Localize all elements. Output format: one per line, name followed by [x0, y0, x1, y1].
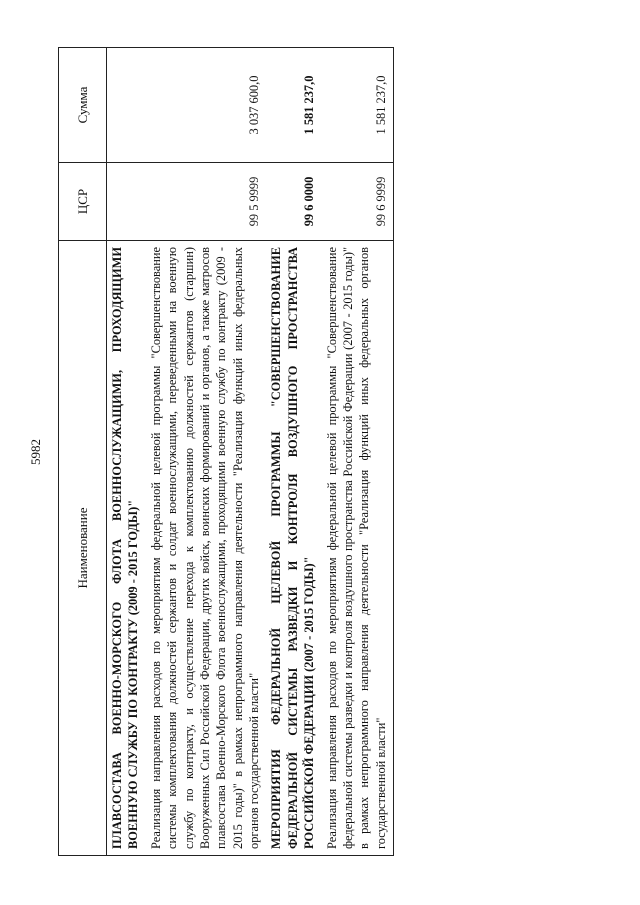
- row-sum: 3 037 600,0: [146, 48, 267, 163]
- header-sum: Сумма: [59, 48, 107, 163]
- row-csr: 99 6 9999: [322, 163, 394, 241]
- row-name: Реализация направления расходов по мероприятиям федеральной целевой программы "Совершенствование федеральной системы разведки и контроля воздушного пространства Российской Федерации (2007 - 2015 годы)" в рамках непрограммного направления деятельности "Реализация функций иных федеральных органов государственной власти": [322, 241, 394, 856]
- row-csr: 99 5 9999: [146, 163, 267, 241]
- row-sum: 1 581 237,0: [322, 48, 394, 163]
- row-name: МЕРОПРИЯТИЯ ФЕДЕРАЛЬНОЙ ЦЕЛЕВОЙ ПРОГРАММЫ "СОВЕРШЕНСТВОВАНИЕ ФЕДЕРАЛЬНОЙ СИСТЕМЫ РАЗВЕДКИ И КОНТРОЛЯ ВОЗДУШНОГО ПРОСТРАНСТВА РОССИЙСКОЙ ФЕДЕРАЦИИ (2007 - 2015 ГОДЫ)": [266, 241, 321, 856]
- row-name: Реализация направления расходов по мероприятиям федеральной целевой программы "Совершенствование системы комплектования должностей сержантов и солдат военнослужащими, переведенными на военную службу по контракту, и осуществление перехода к комплектованию должностей сержантов (старшин) Вооруженных Сил Российской Федерации, других войск, воинских формирований и органов, а также матросов плавсостава Военно-Морского Флота военнослужащими, проходящими военную службу по контракту (2009 - 2015 годы)" в рамках непрограммного направления деятельности "Реализация функций иных федеральных органов государственной власти": [146, 241, 267, 856]
- table-row: [322, 48, 394, 856]
- page-number: 5982: [28, 439, 43, 465]
- budget-table-container: [58, 48, 520, 856]
- row-sum: [107, 48, 146, 163]
- row-csr: 99 6 0000: [266, 163, 321, 241]
- header-csr: ЦСР: [59, 163, 107, 241]
- row-name: ПЛАВСОСТАВА ВОЕННО-МОРСКОГО ФЛОТА ВОЕННОСЛУЖАЩИМИ, ПРОХОДЯЩИМИ ВОЕННУЮ СЛУЖБУ ПО КОНТРАКТУ (2009 - 2015 ГОДЫ)": [107, 241, 146, 856]
- row-sum: 1 581 237,0: [266, 48, 321, 163]
- budget-table: [58, 47, 394, 856]
- table-row: [107, 48, 146, 856]
- table-row: [146, 48, 267, 856]
- row-csr: [107, 163, 146, 241]
- table-row: [266, 48, 321, 856]
- header-name: Наименование: [59, 241, 107, 856]
- table-header-row: [59, 48, 107, 856]
